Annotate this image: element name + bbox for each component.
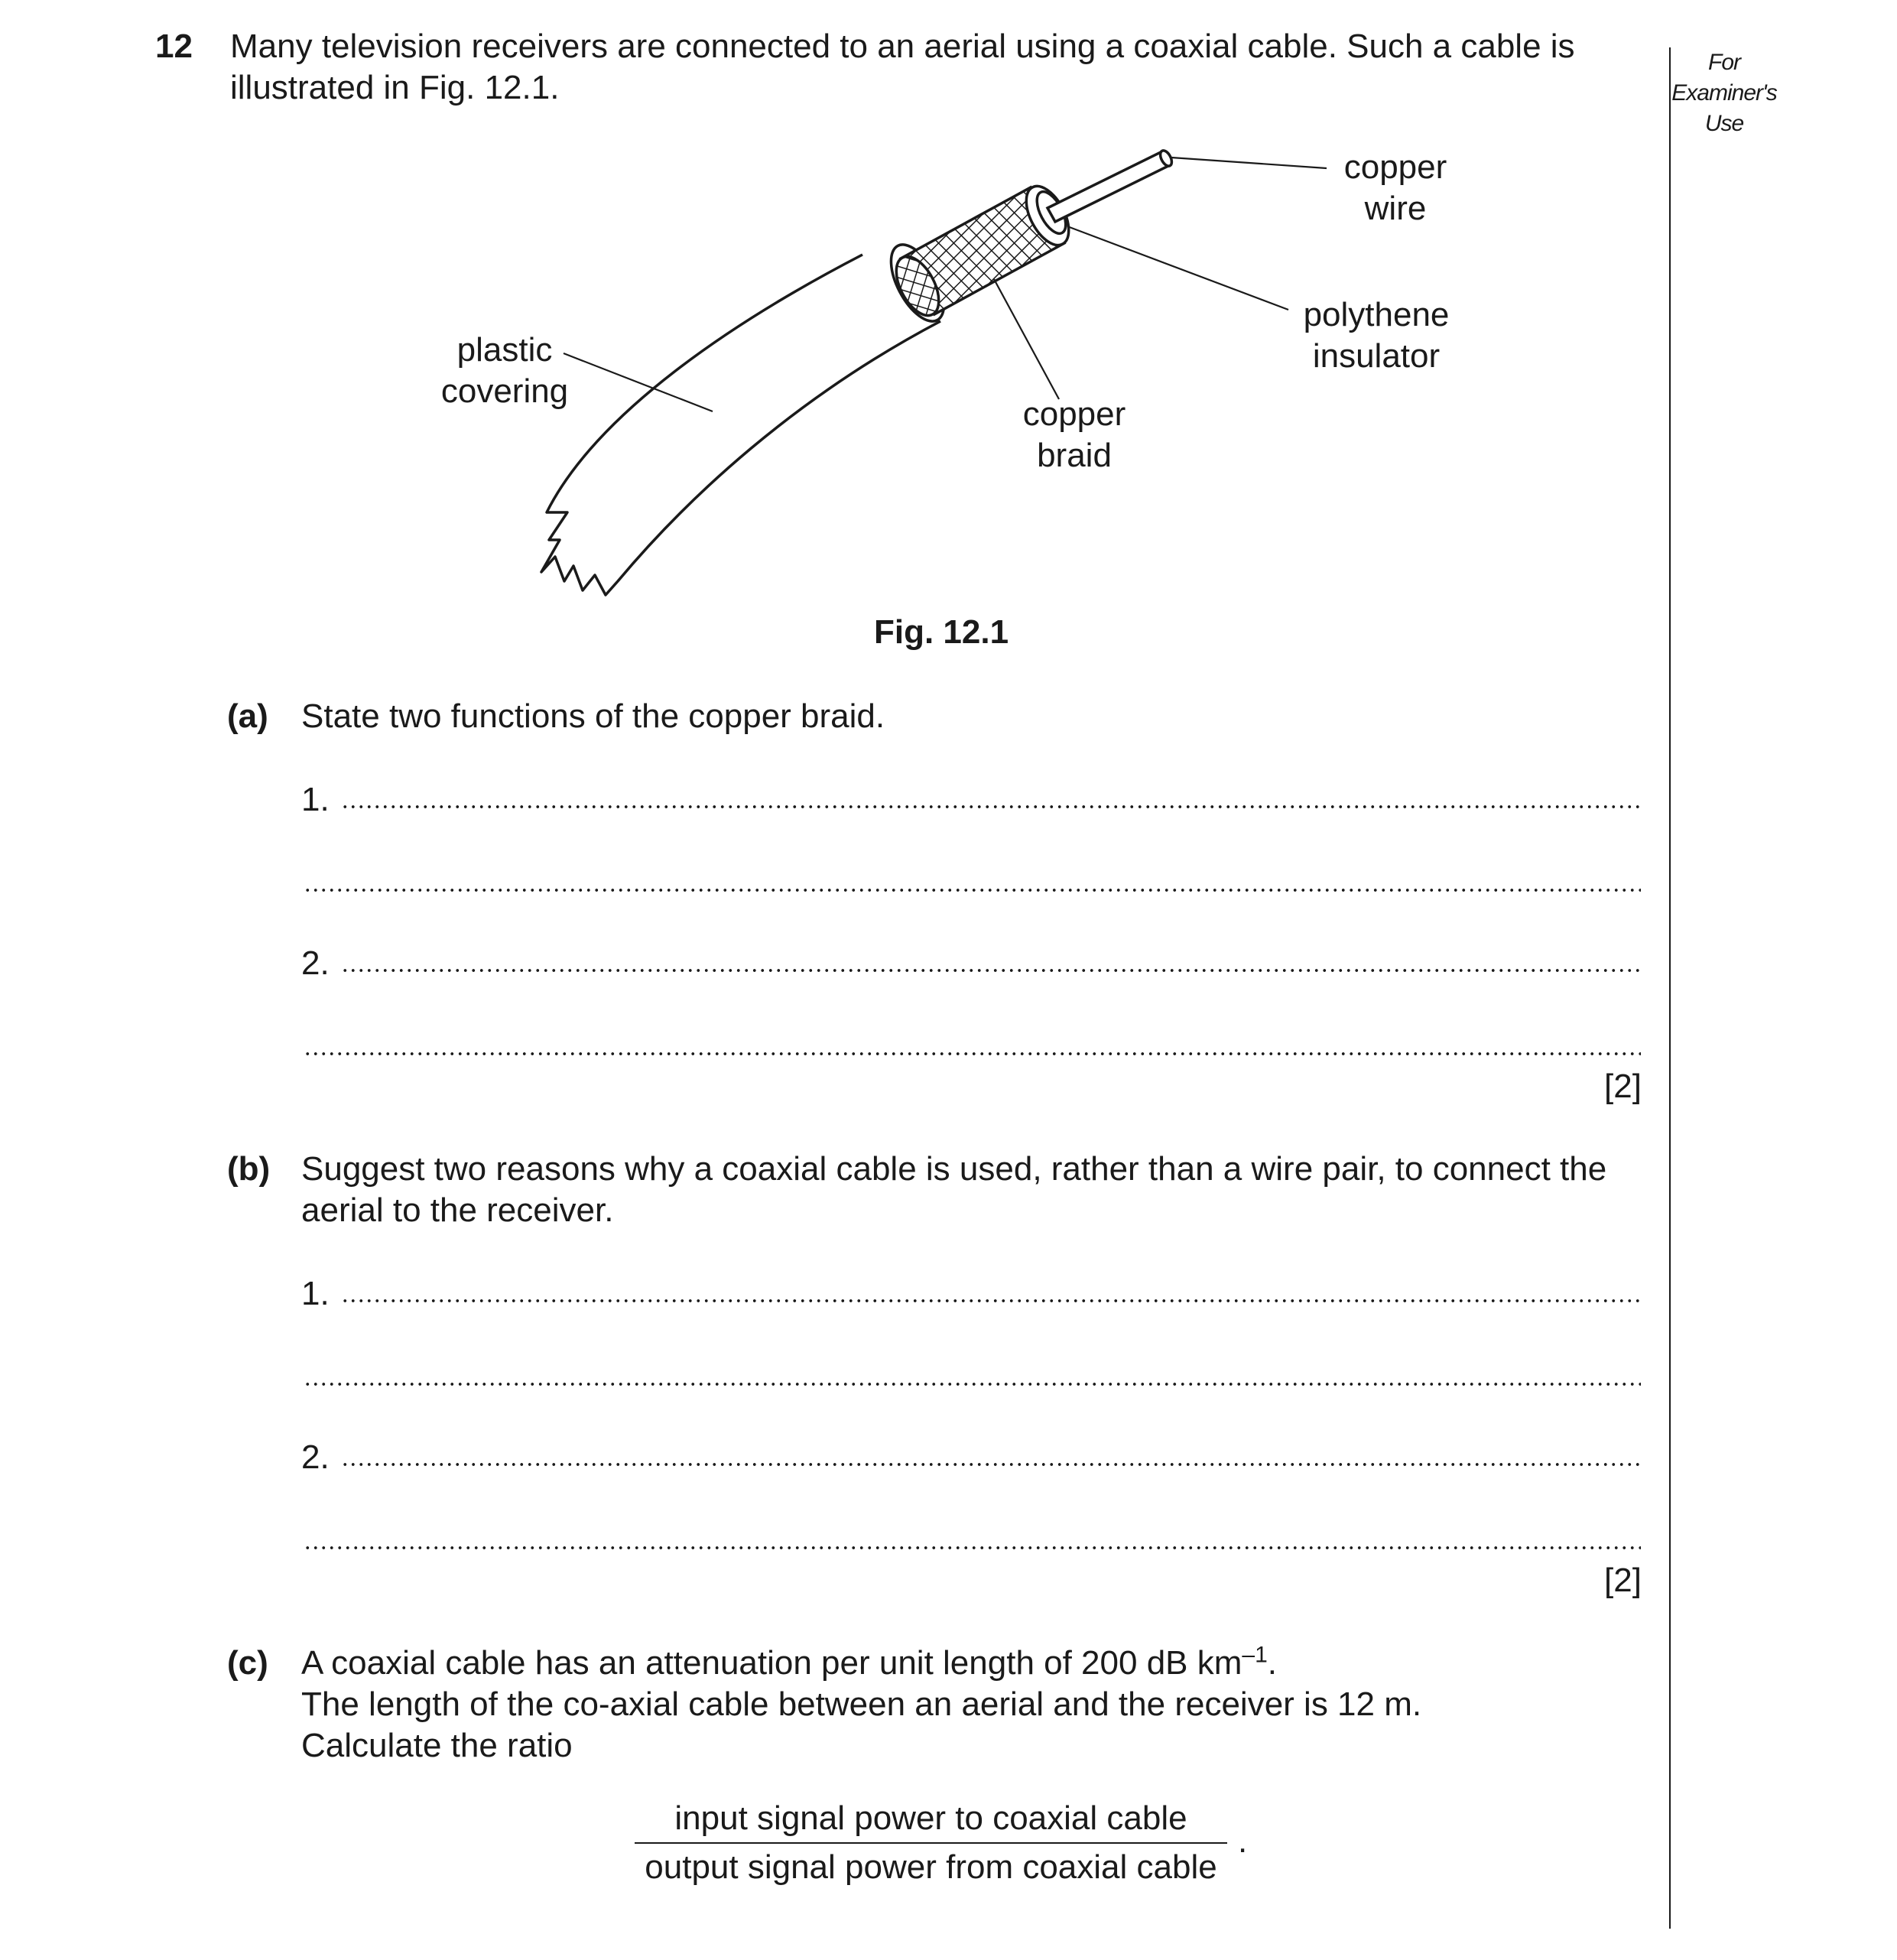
part-c-line3: Calculate the ratio [301, 1727, 573, 1764]
copper-wire-shape [1048, 148, 1174, 222]
part-b-item2-number: 2. [301, 1438, 330, 1476]
part-c-line1-end: . [1267, 1644, 1277, 1682]
part-b-question-line2: aerial to the receiver. [301, 1191, 614, 1229]
part-c-line1 [301, 1643, 1277, 1684]
question-intro-line1: Many television receivers are connected to an aerial using a coaxial cable. Such a cable is [230, 28, 1575, 65]
leader-polythene-insulator [1067, 226, 1288, 310]
part-b-answer-line-2[interactable] [304, 1382, 1641, 1386]
part-b-answer-line-1[interactable] [341, 1299, 1641, 1303]
part-b-answer-line-3[interactable] [341, 1462, 1641, 1467]
part-c-line1-text: A coaxial cable has an attenuation per unit length of 200 dB km [301, 1644, 1242, 1682]
part-c-line1-superscript: –1 [1242, 1642, 1268, 1668]
plastic-covering-shape [541, 236, 955, 595]
label-polythene-insulator [1288, 294, 1464, 377]
examiner-line1: For [1708, 50, 1740, 75]
part-b-question-line1: Suggest two reasons why a coaxial cable is used, rather than a wire pair, to connect the [301, 1150, 1607, 1188]
part-a-answer-line-2[interactable] [304, 888, 1641, 892]
label-plastic-line2: covering [440, 372, 569, 410]
label-polythene-line2: insulator [1312, 337, 1441, 375]
examiner-line3: Use [1704, 111, 1744, 136]
label-plastic-covering [432, 330, 577, 412]
part-c-label: (c) [227, 1644, 268, 1682]
part-b-answer-line-4[interactable] [304, 1546, 1641, 1550]
leader-copper-wire [1171, 158, 1327, 168]
label-plastic-line1: plastic [456, 331, 553, 369]
part-c-line2: The length of the co-axial cable between an aerial and the receiver is 12 m. [301, 1685, 1422, 1723]
part-b-label: (b) [227, 1150, 271, 1188]
ratio-numerator: input signal power to coaxial cable [674, 1799, 1187, 1837]
ratio-fraction-bar [635, 1842, 1227, 1844]
part-a-label: (a) [227, 697, 268, 735]
part-a-answer-line-1[interactable] [341, 804, 1641, 809]
label-copper-braid [1002, 394, 1147, 476]
part-a-item1-number: 1. [301, 781, 330, 818]
part-a-marks: [2] [1604, 1068, 1642, 1105]
label-braid-line1: copper [1022, 395, 1126, 433]
examiner-line2: Examiner's [1671, 80, 1777, 106]
part-b-item1-number: 1. [301, 1275, 330, 1312]
label-polythene-line1: polythene [1303, 296, 1450, 333]
question-intro-line2: illustrated in Fig. 12.1. [230, 69, 560, 106]
part-b-marks: [2] [1604, 1562, 1642, 1599]
part-a-answer-line-3[interactable] [341, 968, 1641, 973]
label-copper-wire [1327, 147, 1464, 229]
part-a-item2-number: 2. [301, 944, 330, 982]
label-braid-line2: braid [1037, 437, 1112, 474]
ratio-end-punctuation: . [1238, 1822, 1248, 1860]
question-number: 12 [155, 28, 193, 65]
ratio-denominator: output signal power from coaxial cable [645, 1848, 1217, 1886]
leader-copper-braid [994, 279, 1059, 399]
figure-caption: Fig. 12.1 [874, 613, 1009, 651]
part-a-question: State two functions of the copper braid. [301, 697, 885, 735]
label-copper-wire-line1: copper [1343, 148, 1447, 186]
label-copper-wire-line2: wire [1364, 190, 1427, 227]
part-a-answer-line-4[interactable] [304, 1052, 1641, 1056]
